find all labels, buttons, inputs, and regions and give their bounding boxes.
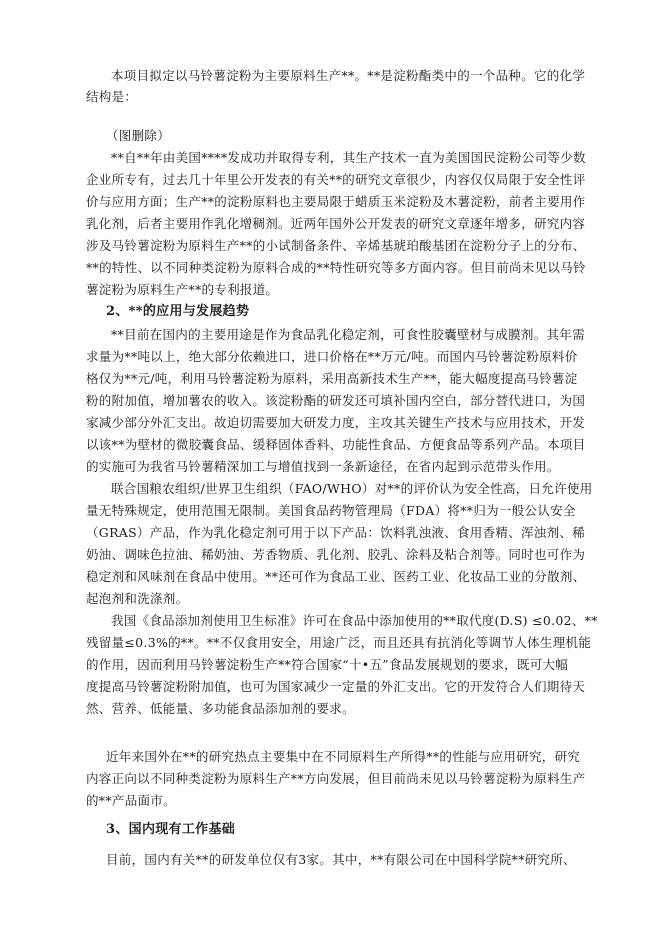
text-line: 联合国粮农组织/世界卫生组织（FAO/WHO）对**的评价认为安全性高，日允许使用 <box>111 481 593 496</box>
text-line: 的作用，因而利用马铃薯淀粉生产**符合国家“十•五”食品发展规划的要求，既可大幅 <box>86 657 569 672</box>
section-heading-3: 3、国内现有工作基础 <box>106 822 236 837</box>
text-line: 然、营养、低能量、多功能食品添加剂的要求。 <box>86 701 355 716</box>
text-line: **目前在国内的主要用途是作为食品乳化稳定剂，可食性胶囊壁材与成膜剂。其年需 <box>111 327 585 342</box>
text-line: 的实施可为我省马铃薯精深加工与增值找到一条新途径，在省内起到示范带头作用。 <box>86 459 560 474</box>
text-line: 起泡剂和洗涤剂。 <box>86 591 189 606</box>
text-line: 求量为**吨以上，绝大部分依赖进口，进口价格在**万元/吨。而国内马铃薯淀粉原料价 <box>86 349 578 364</box>
text-line: 本项目拟定以马铃薯淀粉为主要原料生产**。**是淀粉酯类中的一个品种。它的化学 <box>111 68 586 83</box>
text-line: 内容正向以不同种类淀粉为原料生产**方向发展，但目前尚未见以马铃薯淀粉为原料生产 <box>86 771 586 786</box>
text-line: 家减少部分外汇支出。故迫切需要加大研发力度，主攻其关键生产技术与应用技术，开发 <box>86 415 586 430</box>
text-line: 以该**为壁材的微胶囊食品、缓释固体香料、功能性食品、方便食品等系列产品。本项目 <box>86 437 586 452</box>
text-line: 薯淀粉为原料生产**的专利报道。 <box>86 282 279 297</box>
text-line: 残留量≤0.3%的**。**不仅食用安全，用途广泛，而且还具有抗消化等调节人体生理机能 <box>86 635 592 650</box>
text-line: 涉及马铃薯淀粉为原料生产**的小试制备条件、辛烯基琥珀酸基团在淀粉分子上的分布、 <box>86 238 586 253</box>
text-line: 近年来国外在**的研究热点主要集中在不同原料生产所得**的性能与应用研究，研究 <box>106 749 581 764</box>
text-line: 格仅为**元/吨，利用马铃薯淀粉为原料，采用高新技术生产**，能大幅度提高马铃薯淀 <box>86 371 578 386</box>
text-line: 目前，国内有关**的研发单位仅有3家。其中，**有限公司在中国科学院**研究所、 <box>106 852 576 867</box>
text-line: **的特性、以不同种类淀粉为原料合成的**特性研究等多方面内容。但目前尚未见以马铃 <box>86 260 586 275</box>
text-line: 粉的附加值，增加薯农的收入。该淀粉酯的研发还可填补国内空白，部分替代进口，为国 <box>86 393 586 408</box>
figure-deleted-note: （图删除） <box>106 128 171 143</box>
text-line: 量无特殊规定，使用范围无限制。美国食品药物管理局（FDA）将**归为一般公认安全 <box>86 503 576 518</box>
text-line: 的**产品面市。 <box>86 793 176 808</box>
text-line: 我国《食品添加剂使用卫生标准》许可在食品中添加使用的**取代度(D.S) ≤0.02、** <box>111 613 598 628</box>
text-line: 稳定剂和风味剂在食品中使用。**还可作为食品工业、医药工业、化妆品工业的分散剂、 <box>86 569 586 584</box>
text-line: 企业所专有，过去几十年里公开发表的有关**的研究文章很少，内容仅仅局限于安全性评 <box>86 172 586 187</box>
text-line: （GRAS）产品，作为乳化稳定剂可用于以下产品：饮料乳浊液、食用香精、浑浊剂、稀 <box>86 525 585 540</box>
text-line: 结构是： <box>86 89 138 104</box>
text-line: 价与应用方面；生产**的淀粉原料也主要局限于蜡质玉米淀粉及木薯淀粉，前者主要用作 <box>86 194 586 209</box>
text-line: 乳化剂，后者主要用作乳化增稠剂。近两年国外公开发表的研究文章逐年增多，研究内容 <box>86 216 586 231</box>
text-line: 奶油、调味色拉油、稀奶油、芳香物质、乳化剂、胶乳、涂料及粘合剂等。同时也可作为 <box>86 547 586 562</box>
text-line: 度提高马铃薯淀粉附加值，也可为国家减少一定量的外汇支出。它的开发符合人们期待天 <box>86 679 586 694</box>
section-heading-2: 2、**的应用与发展趋势 <box>106 304 250 319</box>
text-line: **自**年由美国****发成功并取得专利，其生产技术一直为美国国民淀粉公司等少数 <box>111 150 586 165</box>
